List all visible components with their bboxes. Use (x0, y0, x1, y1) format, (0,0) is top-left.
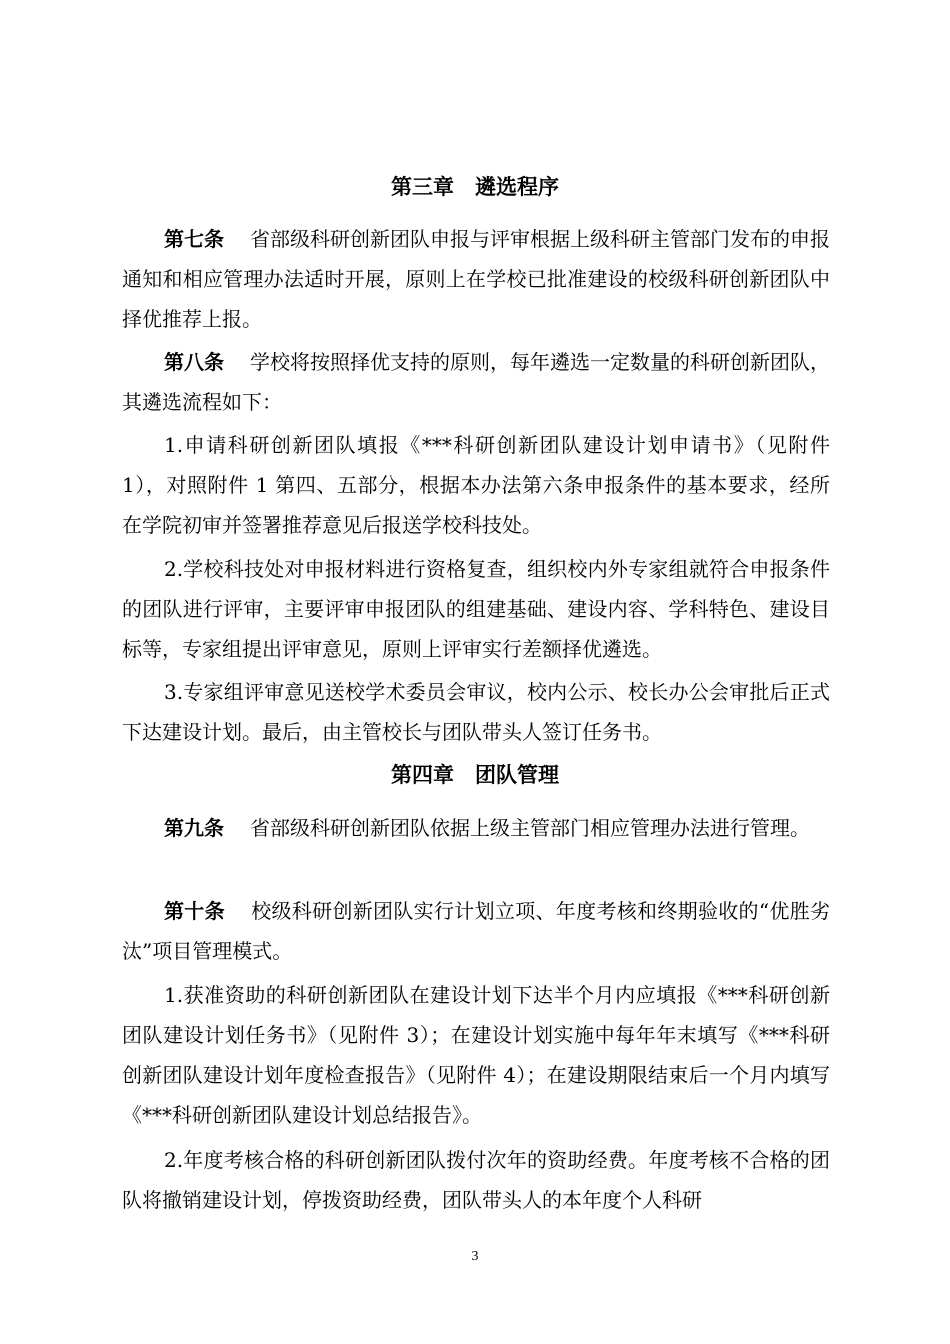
article-7-label: 第七条 (164, 227, 224, 251)
article-10-item-2: 2.年度考核合格的科研创新团队拨付次年的资助经费。年度考核不合格的团队将撤销建设计划，停拨资助经费，团队带头人的本年度个人科研 (122, 1148, 830, 1212)
chapter-3-heading: 第三章 遴选程序 (391, 175, 559, 199)
article-8-item-3: 3.专家组评审意见送校学术委员会审议，校内公示、校长办公会审批后正式下达建设计划。最后，由主管校长与团队带头人签订任务书。 (122, 680, 830, 744)
article-7 (122, 219, 830, 339)
chapter-4-heading: 第四章 团队管理 (391, 763, 559, 787)
article-9-text: 省部级科研创新团队依据上级主管部门相应管理办法进行管理。 (250, 816, 810, 840)
page-number: 3 (471, 1249, 479, 1264)
article-10-item-1: 1.获准资助的科研创新团队在建设计划下达半个月内应填报《***科研创新团队建设计划任务书》（见附件 3）；在建设计划实施中每年年末填写《***科研创新团队建设计划年度检查报告》（见附件 4）；在建设期限结束后一个月内填写《***科研创新团队建设计划总结报告》。 (122, 983, 830, 1127)
article-10-label: 第十条 (164, 899, 225, 923)
article-8-text: 学校将按照择优支持的原则，每年遴选一定数量的科研创新团队，其遴选流程如下： (122, 350, 830, 414)
article-8 (122, 342, 830, 422)
article-8-label: 第八条 (164, 350, 224, 374)
article-10 (122, 891, 830, 971)
article-8-item-1: 1.申请科研创新团队填报《***科研创新团队建设计划申请书》（见附件 1），对照附件 1 第四、五部分，根据本办法第六条申报条件的基本要求，经所在学院初审并签署推荐意见后报送学校科技处。 (122, 433, 830, 537)
article-9 (122, 808, 830, 848)
article-7-text: 省部级科研创新团队申报与评审根据上级科研主管部门发布的申报通知和相应管理办法适时开展，原则上在学校已批准建设的校级科研创新团队中择优推荐上报。 (122, 227, 830, 331)
article-8-item-2: 2.学校科技处对申报材料进行资格复查，组织校内外专家组就符合申报条件的团队进行评审，主要评审申报团队的组建基础、建设内容、学科特色、建设目标等，专家组提出评审意见，原则上评审实行差额择优遴选。 (122, 557, 830, 661)
article-10-text: 校级科研创新团队实行计划立项、年度考核和终期验收的“优胜劣汰”项目管理模式。 (122, 899, 830, 963)
article-9-label: 第九条 (164, 816, 224, 840)
